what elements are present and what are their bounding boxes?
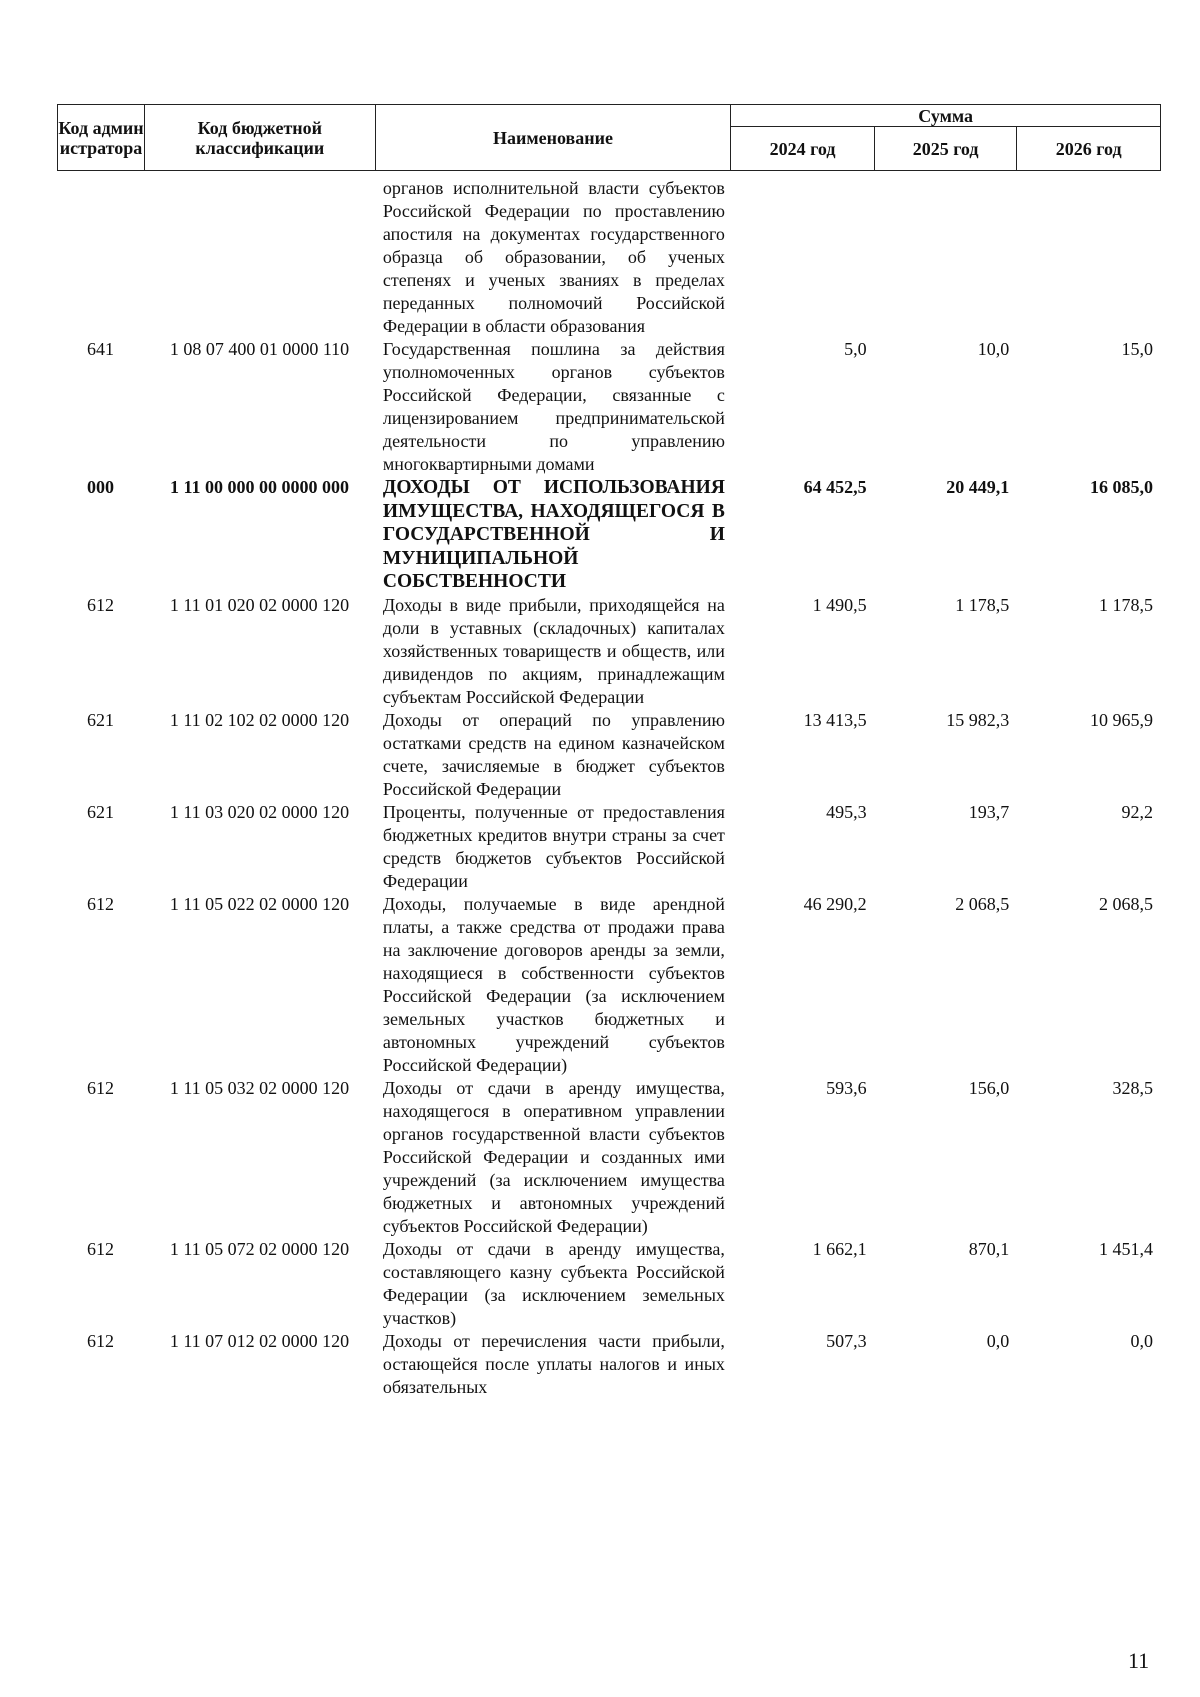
sum-2024-cell: 1 662,1 [812, 1238, 867, 1259]
admin-code-cell: 612 [87, 893, 115, 914]
kbk-code-cell: 1 11 05 072 02 0000 120 [169, 1238, 350, 1259]
sum-2025-cell: 20 449,1 [946, 477, 1010, 497]
kbk-code-cell [144, 177, 375, 338]
admin-code-cell: 612 [87, 1077, 115, 1098]
table-row [57, 177, 1161, 338]
name-cell: Доходы от сдачи в аренду имущества, составляющего казну субъекта Российской Федерации (за исключением земельных участков) [382, 1238, 725, 1328]
sum-2024-cell: 1 490,5 [812, 594, 867, 615]
kbk-code-cell: 1 08 07 400 01 0000 110 [169, 339, 350, 359]
sum-2025-cell: 156,0 [968, 1077, 1010, 1098]
table-row [57, 476, 1161, 594]
kbk-code-cell: 1 11 03 020 02 0000 120 [169, 801, 350, 822]
page-number: 11 [1128, 1648, 1150, 1673]
sum-2026-cell [1017, 177, 1161, 338]
sum-2024-cell: 5,0 [844, 339, 867, 359]
admin-code-cell: 612 [87, 1238, 115, 1259]
sum-2026-cell: 2 068,5 [1099, 893, 1153, 914]
name-cell: Проценты, полученные от предоставления бюджетных кредитов внутри страны за счет средств бюджетов субъектов Российской Федерации [382, 801, 725, 891]
table-row [57, 1330, 1161, 1399]
sum-2024-cell: 507,3 [826, 1330, 867, 1351]
sum-2025-cell: 870,1 [968, 1238, 1010, 1259]
header-name: Наименование [375, 105, 731, 171]
table-row [57, 1077, 1161, 1238]
admin-code-cell: 612 [87, 594, 115, 615]
admin-code-cell: 621 [87, 801, 115, 822]
table-row [57, 338, 1161, 476]
table-row [57, 594, 1161, 709]
header-year-2026: 2026 год [1017, 127, 1161, 171]
sum-2026-cell: 16 085,0 [1090, 477, 1153, 497]
sum-2024-cell [731, 177, 875, 338]
sum-2025-cell [875, 177, 1018, 338]
name-cell: Доходы от перечисления части прибыли, остающейся после уплаты налогов и иных обязательных [382, 1330, 725, 1397]
kbk-code-cell: 1 11 02 102 02 0000 120 [169, 709, 350, 730]
sum-2024-cell: 593,6 [826, 1077, 867, 1098]
header-year-2025: 2025 год [874, 127, 1016, 171]
admin-code-cell: 000 [87, 477, 115, 497]
kbk-code-cell: 1 11 05 022 02 0000 120 [169, 893, 350, 914]
table-row [57, 1238, 1161, 1330]
name-cell: Доходы от операций по управлению остатками средств на едином казначейском счете, зачисляемые в бюджет субъектов Российской Федерации [382, 709, 725, 799]
kbk-code-cell: 1 11 00 000 00 0000 000 [169, 477, 349, 497]
sum-2026-cell: 1 451,4 [1099, 1238, 1153, 1259]
table-header [57, 104, 1161, 171]
sum-2026-cell: 1 178,5 [1099, 594, 1153, 615]
sum-2025-cell: 15 982,3 [946, 709, 1010, 730]
table-row [57, 893, 1161, 1077]
kbk-code-cell: 1 11 01 020 02 0000 120 [169, 594, 350, 615]
sum-2024-cell: 495,3 [826, 801, 867, 822]
name-cell: органов исполнительной власти субъектов Российской Федерации по проставлению апостиля на документах государственного образца об образовании, об ученых степенях и ученых званиях в пределах переданных полномочий Российской Федерации в области образования [382, 178, 725, 336]
sum-2025-cell: 0,0 [986, 1330, 1010, 1351]
admin-code-cell [57, 177, 144, 338]
sum-2024-cell: 46 290,2 [803, 893, 867, 914]
kbk-code-cell: 1 11 07 012 02 0000 120 [169, 1330, 350, 1351]
header-year-2024: 2024 год [731, 127, 875, 171]
admin-code-cell: 641 [87, 339, 115, 359]
name-cell: Государственная пошлина за действия уполномоченных органов субъектов Российской Федерации, связанные с лицензированием предпринимательской деятельности по управлению многоквартирными домами [382, 339, 725, 474]
sum-2024-cell: 13 413,5 [803, 709, 867, 730]
kbk-code-cell: 1 11 05 032 02 0000 120 [169, 1077, 350, 1098]
name-cell: Доходы в виде прибыли, приходящейся на доли в уставных (складочных) капиталах хозяйственных товариществ и обществ, или дивидендов по акциям, принадлежащим субъектам Российской Федерации [382, 594, 725, 707]
table-row [57, 709, 1161, 801]
header-sum: Сумма [731, 105, 1161, 127]
table-body [57, 177, 1161, 1399]
sum-2026-cell: 328,5 [1112, 1077, 1153, 1098]
sum-2025-cell: 1 178,5 [955, 594, 1010, 615]
sum-2024-cell: 64 452,5 [803, 477, 867, 497]
sum-2026-cell: 10 965,9 [1090, 709, 1153, 730]
admin-code-cell: 621 [87, 709, 115, 730]
name-cell: Доходы, получаемые в виде арендной платы, а также средства от продажи права на заключение договоров аренды за земли, находящиеся в собственности субъектов Российской Федерации (за исключением земельных участков бюджетных и автономных учреждений субъектов Российской Федерации) [382, 893, 725, 1075]
table-row [57, 801, 1161, 893]
admin-code-cell: 612 [87, 1330, 115, 1351]
sum-2025-cell: 2 068,5 [955, 893, 1010, 914]
name-cell: Доходы от сдачи в аренду имущества, находящегося в оперативном управлении органов государственной власти субъектов Российской Федерации и созданных ими учреждений (за исключением имущества бюджетных и автономных учреждений субъектов Российской Федерации) [382, 1077, 725, 1236]
sum-2026-cell: 0,0 [1130, 1330, 1153, 1351]
header-kbk: Код бюджетной классификации [145, 105, 376, 171]
name-cell: ДОХОДЫ ОТ ИСПОЛЬЗОВАНИЯ ИМУЩЕСТВА, НАХОДЯЩЕГОСЯ В ГОСУДАРСТВЕННОЙ И МУНИЦИПАЛЬНОЙ СОБСТВЕННОСТИ [382, 477, 725, 592]
sum-2026-cell: 15,0 [1121, 339, 1153, 359]
sum-2025-cell: 10,0 [977, 339, 1010, 359]
sum-2026-cell: 92,2 [1121, 801, 1153, 822]
sum-2025-cell: 193,7 [968, 801, 1010, 822]
header-admin-code: Код администратора [58, 105, 145, 171]
